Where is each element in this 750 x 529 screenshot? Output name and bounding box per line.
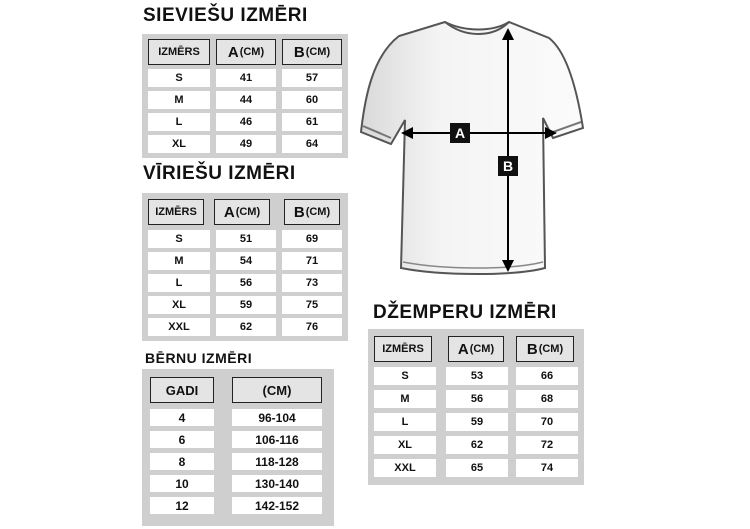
size-cell: XXL: [148, 318, 210, 336]
age-cell: 8: [150, 453, 214, 470]
a-value-cell: 59: [446, 413, 508, 431]
b-column-header: B (CM): [284, 199, 340, 225]
table-row: [148, 230, 342, 248]
size-column-header: IZMĒRS: [148, 39, 210, 65]
a-value-cell: 53: [446, 367, 508, 385]
b-value-cell: 74: [516, 459, 578, 477]
a-value-cell: 59: [216, 296, 276, 314]
size-cell: M: [148, 252, 210, 270]
b-value-cell: 57: [282, 69, 342, 87]
a-value-cell: 62: [216, 318, 276, 336]
b-value-cell: 73: [282, 274, 342, 292]
table-row: [148, 135, 342, 153]
b-value-cell: 69: [282, 230, 342, 248]
women-size-table: [142, 34, 348, 158]
table-row: [148, 91, 342, 109]
men-sizes-title: VĪRIEŠU IZMĒRI: [143, 163, 296, 184]
table-row: [374, 436, 578, 454]
cm-cell: 130-140: [232, 475, 322, 492]
cm-column-header: (CM): [232, 377, 322, 403]
b-value-cell: 61: [282, 113, 342, 131]
women-sizes-title: SIEVIEŠU IZMĒRI: [143, 5, 308, 26]
age-cell: 4: [150, 409, 214, 426]
table-row: [148, 296, 342, 314]
table-row: [374, 390, 578, 408]
b-value-cell: 60: [282, 91, 342, 109]
b-value-cell: 66: [516, 367, 578, 385]
label-a: A: [454, 125, 466, 141]
size-cell: L: [148, 113, 210, 131]
size-cell: XXL: [374, 459, 436, 477]
age-cell: 10: [150, 475, 214, 492]
size-cell: L: [148, 274, 210, 292]
size-cell: XL: [148, 296, 210, 314]
table-row: [374, 367, 578, 385]
size-cell: S: [374, 367, 436, 385]
b-value-cell: 70: [516, 413, 578, 431]
b-column-header: B (CM): [516, 336, 574, 362]
b-value-cell: 72: [516, 436, 578, 454]
cm-cell: 96-104: [232, 409, 322, 426]
a-value-cell: 51: [216, 230, 276, 248]
a-value-cell: 56: [216, 274, 276, 292]
tshirt-outline: [361, 22, 583, 274]
size-cell: M: [374, 390, 436, 408]
a-value-cell: 62: [446, 436, 508, 454]
table-row: [148, 69, 342, 87]
a-value-cell: 56: [446, 390, 508, 408]
size-column-header: IZMĒRS: [374, 336, 432, 362]
table-row: [374, 459, 578, 477]
tshirt-measurement-diagram: [355, 10, 595, 276]
cm-cell: 118-128: [232, 453, 322, 470]
a-value-cell: 44: [216, 91, 276, 109]
jumper-sizes-title: DŽEMPERU IZMĒRI: [373, 302, 557, 323]
size-cell: M: [148, 91, 210, 109]
table-row: [148, 318, 342, 336]
table-row: [148, 252, 342, 270]
a-value-cell: 41: [216, 69, 276, 87]
cm-cell: 106-116: [232, 431, 322, 448]
men-size-table: [142, 193, 348, 341]
table-row: [374, 413, 578, 431]
table-row: [148, 113, 342, 131]
table-header-row: [148, 199, 342, 225]
a-column-header: A (CM): [214, 199, 270, 225]
size-cell: XL: [374, 436, 436, 454]
b-value-cell: 75: [282, 296, 342, 314]
table-row: [148, 274, 342, 292]
kids-size-table: [142, 369, 334, 526]
size-cell: L: [374, 413, 436, 431]
a-value-cell: 54: [216, 252, 276, 270]
size-cell: XL: [148, 135, 210, 153]
age-cell: 12: [150, 497, 214, 514]
a-column-header: A (CM): [448, 336, 504, 362]
cm-cell: 142-152: [232, 497, 322, 514]
a-value-cell: 49: [216, 135, 276, 153]
a-column-header: A (CM): [216, 39, 276, 65]
b-value-cell: 76: [282, 318, 342, 336]
b-value-cell: 64: [282, 135, 342, 153]
table-header-row: [374, 336, 578, 362]
age-cell: 6: [150, 431, 214, 448]
a-value-cell: 46: [216, 113, 276, 131]
b-value-cell: 71: [282, 252, 342, 270]
jumper-size-table: [368, 329, 584, 485]
label-b: B: [502, 158, 514, 174]
age-column-header: GADI: [150, 377, 214, 403]
b-column-header: B (CM): [282, 39, 342, 65]
size-column-header: IZMĒRS: [148, 199, 204, 225]
size-cell: S: [148, 230, 210, 248]
kids-sizes-title: BĒRNU IZMĒRI: [145, 350, 253, 366]
size-cell: S: [148, 69, 210, 87]
a-value-cell: 65: [446, 459, 508, 477]
b-value-cell: 68: [516, 390, 578, 408]
table-header-row: [148, 39, 342, 65]
